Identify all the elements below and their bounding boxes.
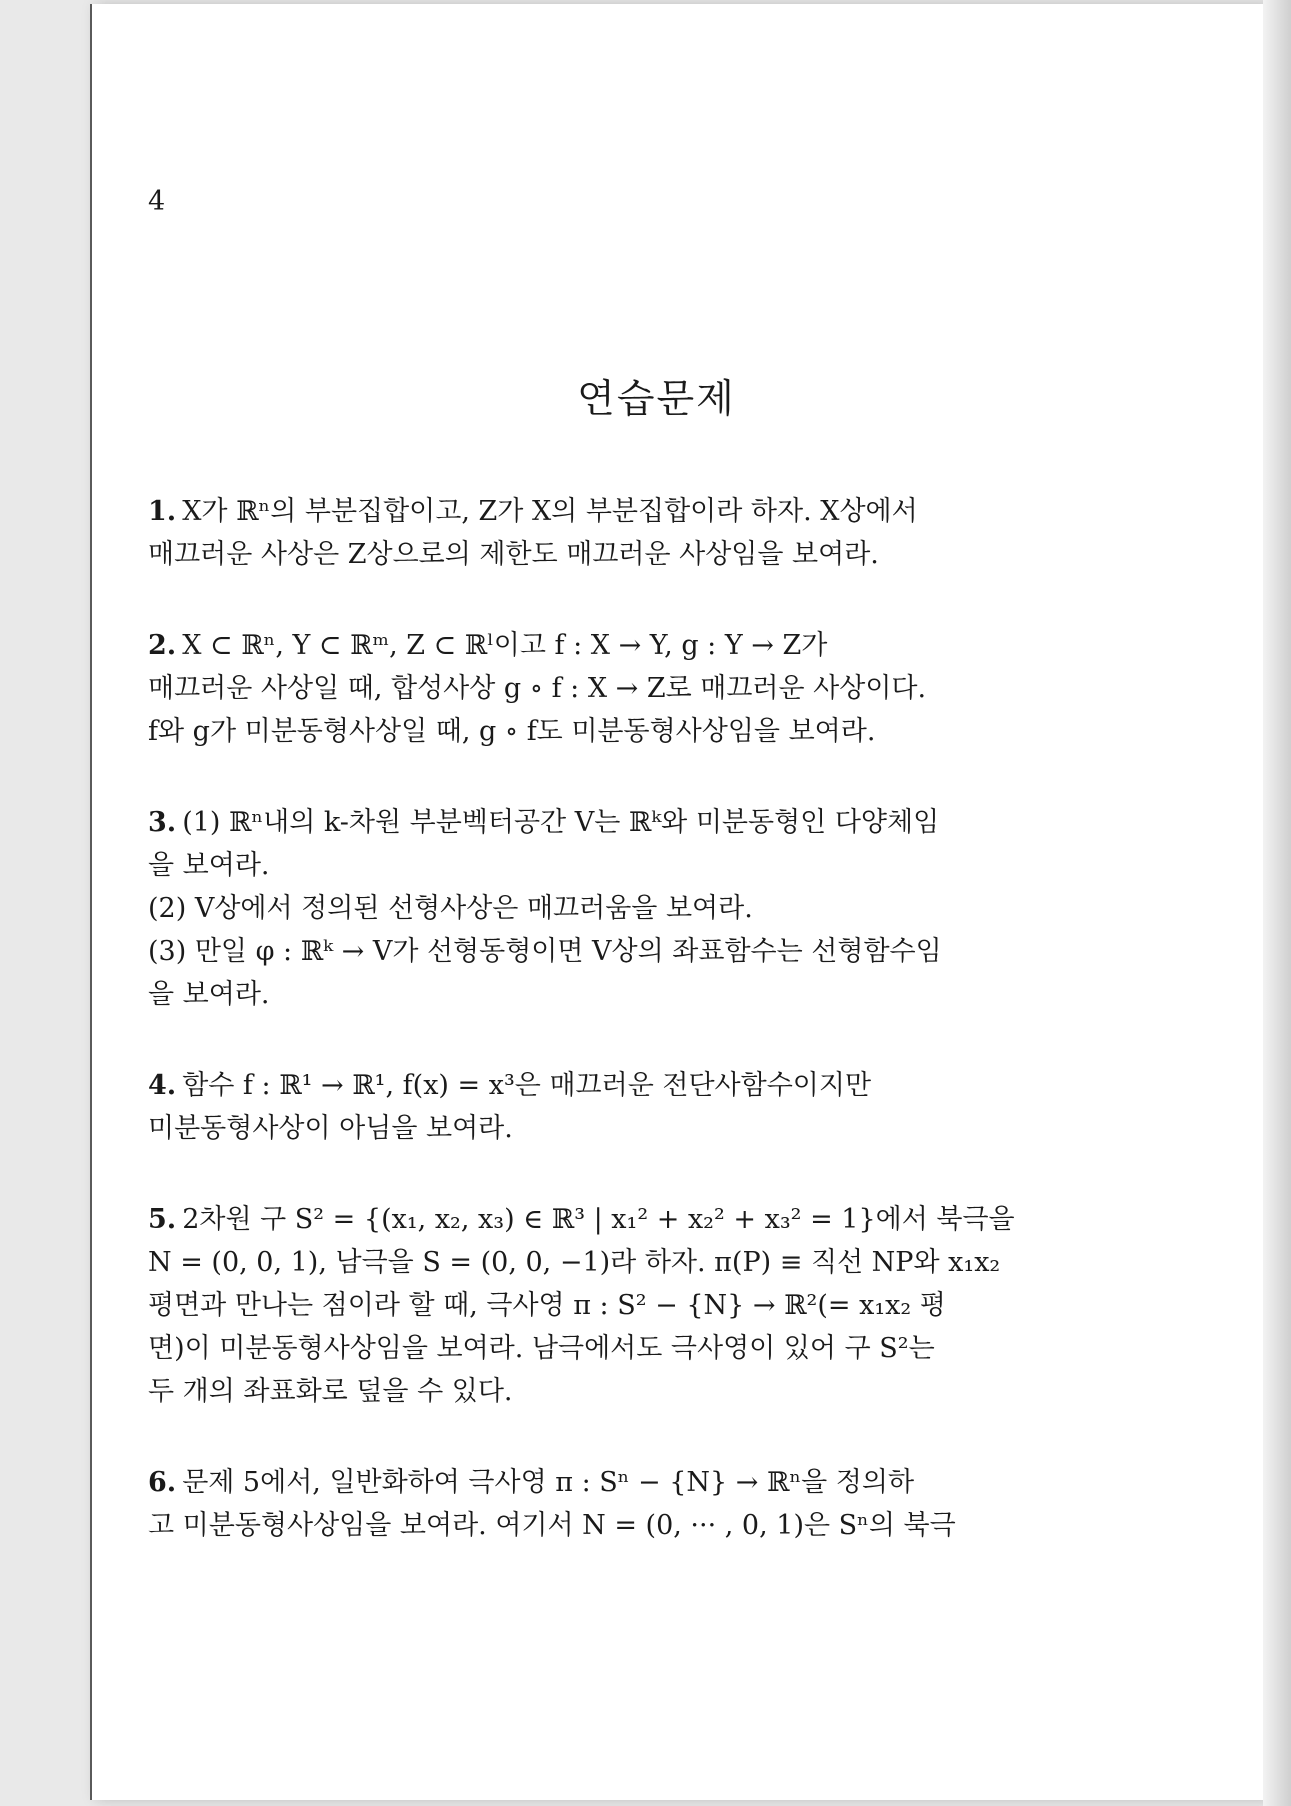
problem-5: [148, 1198, 1058, 1413]
problem-4: [148, 1064, 1058, 1150]
problem-line: 6. 문제 5에서, 일반화하여 극사영 π : Sⁿ − {N} → ℝⁿ을 정의하: [148, 1467, 915, 1498]
problem-line: N = (0, 0, 1), 남극을 S = (0, 0, −1)라 하자. π(P) ≡ 직선 NP와 x₁x₂: [148, 1247, 1001, 1278]
problem-number: 6.: [148, 1467, 177, 1498]
problem-2: [148, 624, 1058, 753]
problem-6: [148, 1461, 1058, 1547]
problem-line: 5. 2차원 구 S² = {(x₁, x₂, x₃) ∈ ℝ³ | x₁² + x₂² + x₃² = 1}에서 북극을: [148, 1204, 1015, 1235]
section-title: 연습문제: [577, 377, 736, 422]
problem-1: [148, 490, 1058, 576]
problem-line: 2. X ⊂ ℝⁿ, Y ⊂ ℝᵐ, Z ⊂ ℝˡ이고 f : X → Y, g : Y → Z가: [148, 630, 828, 661]
problem-line: 면)이 미분동형사상임을 보여라. 남극에서도 극사영이 있어 구 S²는: [148, 1333, 935, 1364]
exercise-list: [148, 490, 1058, 1595]
page-number: 4: [148, 186, 166, 217]
problem-line: 4. 함수 f : ℝ¹ → ℝ¹, f(x) = x³은 매끄러운 전단사함수이지만: [148, 1070, 872, 1101]
problem-line: f와 g가 미분동형사상일 때, g ∘ f도 미분동형사상임을 보여라.: [148, 716, 876, 747]
problem-line: 매끄러운 사상은 Z상으로의 제한도 매끄러운 사상임을 보여라.: [148, 539, 879, 570]
problem-number: 2.: [148, 630, 177, 661]
problem-line: 을 보여라.: [148, 850, 270, 881]
problem-3: [148, 801, 1058, 1016]
problem-line: 평면과 만나는 점이라 할 때, 극사영 π : S² − {N} → ℝ²(= x₁x₂ 평: [148, 1290, 946, 1321]
problem-line: 고 미분동형사상임을 보여라. 여기서 N = (0, ··· , 0, 1)은 Sⁿ의 북극: [148, 1510, 956, 1541]
problem-line: (2) V상에서 정의된 선형사상은 매끄러움을 보여라.: [148, 893, 753, 924]
problem-line: 매끄러운 사상일 때, 합성사상 g ∘ f : X → Z로 매끄러운 사상이다.: [148, 673, 927, 704]
problem-number: 1.: [148, 496, 177, 527]
problem-number: 3.: [148, 807, 177, 838]
problem-line: 미분동형사상이 아님을 보여라.: [148, 1113, 513, 1144]
problem-number: 5.: [148, 1204, 177, 1235]
problem-line: 두 개의 좌표화로 덮을 수 있다.: [148, 1376, 513, 1407]
page-edge-shadow: [1263, 0, 1291, 1806]
problem-line: 1. X가 ℝⁿ의 부분집합이고, Z가 X의 부분집합이라 하자. X상에서: [148, 496, 918, 527]
problem-line: 을 보여라.: [148, 979, 270, 1010]
problem-line: 3. (1) ℝⁿ내의 k-차원 부분벡터공간 V는 ℝᵏ와 미분동형인 다양체임: [148, 807, 940, 838]
problem-number: 4.: [148, 1070, 177, 1101]
problem-line: (3) 만일 φ : ℝᵏ → V가 선형동형이면 V상의 좌표함수는 선형함수임: [148, 936, 942, 967]
